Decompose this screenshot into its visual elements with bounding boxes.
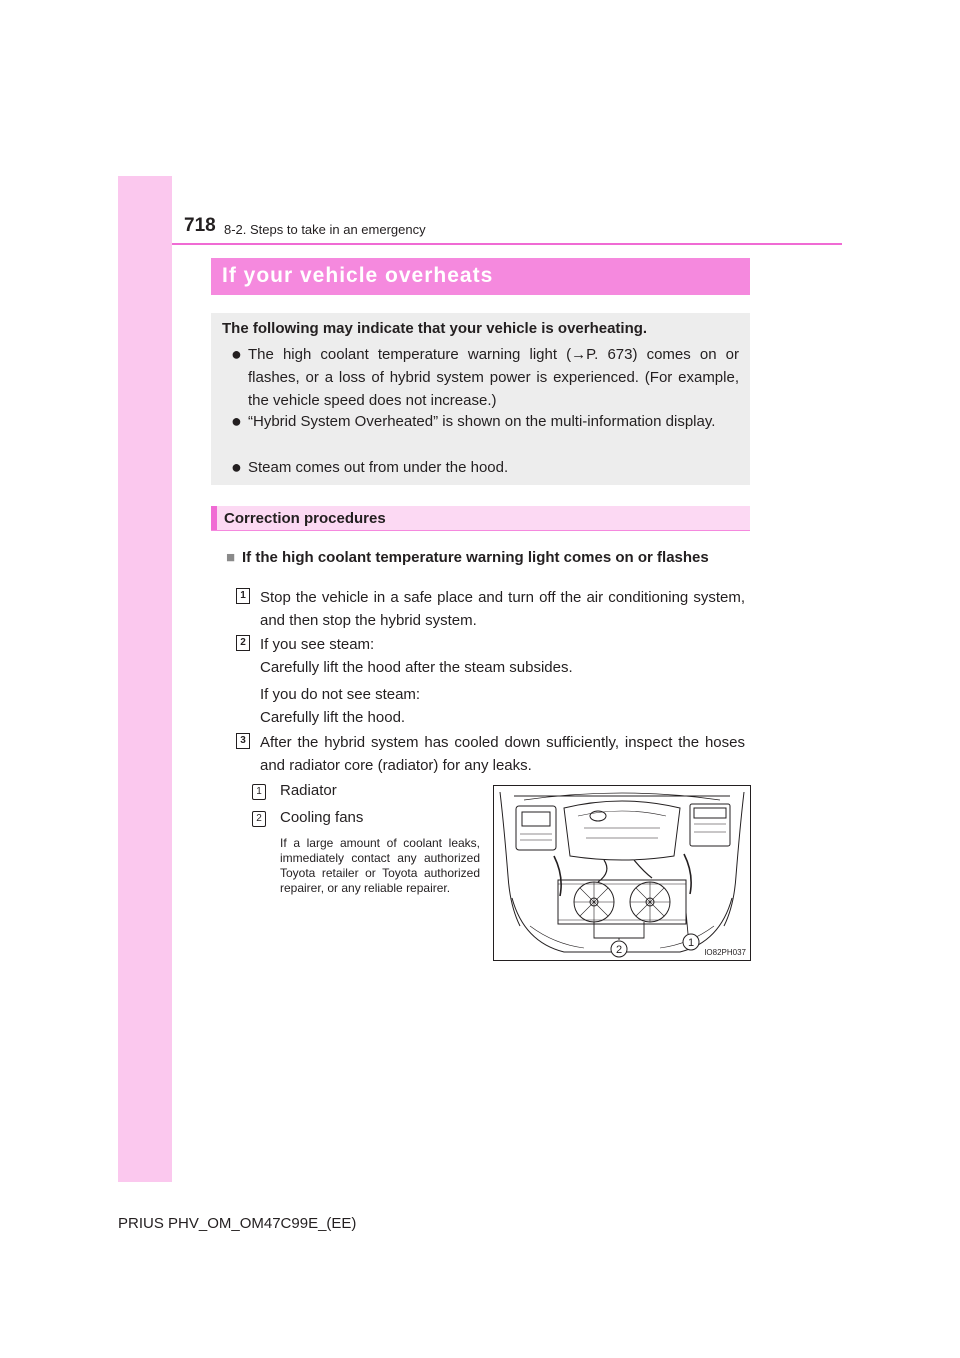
symptom-intro: The following may indicate that your vehicle is overheating. bbox=[222, 320, 648, 337]
bullet-icon: ● bbox=[231, 411, 242, 431]
symptom-item: ● The high coolant temperature warning light (→P. 673) comes on or flashes, or a loss of hybrid system power is experienced. (For example, the vehicle speed does not increase.) bbox=[231, 344, 739, 409]
step-number: 3 bbox=[236, 733, 250, 749]
legend-number: 1 bbox=[252, 784, 266, 800]
symptom-box bbox=[211, 313, 750, 485]
step-text: Carefully lift the hood. bbox=[260, 709, 406, 726]
header-rule bbox=[172, 243, 842, 245]
step-text: If you see steam: bbox=[260, 636, 375, 653]
subheading: Correction procedures bbox=[224, 510, 386, 527]
subheading-band bbox=[211, 506, 750, 530]
step-text: If you do not see steam: bbox=[260, 686, 421, 703]
subheading-accent bbox=[211, 506, 217, 530]
engine-bay-illustration bbox=[493, 785, 751, 961]
callout-2: 2 bbox=[615, 944, 623, 956]
step-text: Carefully lift the hood after the steam subsides. bbox=[260, 659, 573, 676]
legend-label: Radiator bbox=[280, 782, 337, 799]
callout-1: 1 bbox=[687, 937, 695, 949]
title-band bbox=[211, 258, 750, 295]
page-title: If your vehicle overheats bbox=[222, 264, 494, 287]
legend-label: Cooling fans bbox=[280, 809, 364, 826]
bullet-icon: ● bbox=[231, 344, 242, 364]
symptom-item: ● “Hybrid System Overheated” is shown on the multi-information display. bbox=[231, 411, 716, 431]
subheading-rule bbox=[211, 530, 750, 531]
symptom-item: ● Steam comes out from under the hood. bbox=[231, 457, 509, 477]
side-tab-bar bbox=[118, 176, 172, 1182]
case-heading: ■ If the high coolant temperature warning light comes on or flashes bbox=[226, 547, 746, 569]
section-title: 8-2. Steps to take in an emergency bbox=[224, 222, 426, 237]
step-text: Stop the vehicle in a safe place and turn off the air conditioning system, and then stop the hybrid system. bbox=[260, 589, 745, 629]
step-number: 1 bbox=[236, 588, 250, 604]
page-number: 718 bbox=[184, 215, 216, 236]
step-number: 2 bbox=[236, 635, 250, 651]
step-text: After the hybrid system has cooled down sufficiently, inspect the hoses and radiator core (radiator) for any leaks. bbox=[260, 734, 745, 774]
square-marker-icon: ■ bbox=[226, 549, 236, 566]
bullet-icon: ● bbox=[231, 457, 242, 477]
caution-note: If a large amount of coolant leaks, immediately contact any authorized Toyota retailer or Toyota authorized repairer, or any reliable repairer. bbox=[280, 836, 480, 895]
engine-bay-drawing bbox=[494, 786, 750, 960]
footer-doc-code: PRIUS PHV_OM_OM47C99E_(EE) bbox=[118, 1215, 357, 1232]
figure-code: IO82PH037 bbox=[704, 948, 746, 957]
legend-number: 2 bbox=[252, 811, 266, 827]
